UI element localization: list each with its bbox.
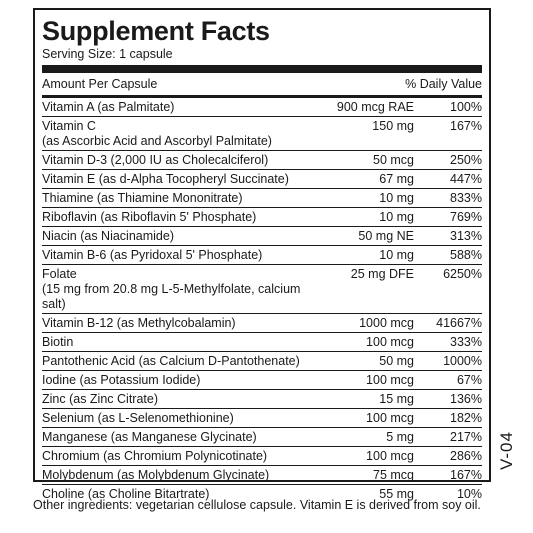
nutrient-daily-value: 10% bbox=[456, 487, 482, 501]
nutrient-amount: 67 mg bbox=[379, 172, 414, 186]
nutrient-amount: 10 mg bbox=[379, 191, 414, 205]
daily-value-header: % Daily Value bbox=[405, 77, 482, 91]
table-row bbox=[42, 447, 482, 466]
nutrient-name: Riboflavin (as Riboflavin 5' Phosphate) bbox=[42, 210, 257, 224]
nutrient-daily-value: 100% bbox=[450, 100, 482, 114]
nutrient-daily-value: 250% bbox=[450, 153, 482, 167]
nutrient-amount: 150 mg bbox=[372, 119, 414, 133]
nutrient-amount: 75 mcg bbox=[373, 468, 414, 482]
table-row bbox=[42, 409, 482, 428]
table-row bbox=[42, 98, 482, 117]
nutrient-name: Molybdenum (as Molybdenum Glycinate) bbox=[42, 468, 270, 482]
nutrient-amount: 55 mg bbox=[379, 487, 414, 501]
nutrient-daily-value: 136% bbox=[450, 392, 482, 406]
thick-divider bbox=[42, 65, 482, 73]
nutrient-amount: 1000 mcg bbox=[359, 316, 414, 330]
table-row bbox=[42, 227, 482, 246]
nutrient-amount: 100 mcg bbox=[366, 335, 414, 349]
nutrient-name: Zinc (as Zinc Citrate) bbox=[42, 392, 158, 406]
nutrient-amount: 10 mg bbox=[379, 210, 414, 224]
nutrient-name: Vitamin C (as Ascorbic Acid and Ascorbyl Palmitate) bbox=[42, 119, 272, 148]
nutrient-name: Selenium (as L-Selenomethionine) bbox=[42, 411, 234, 425]
table-row bbox=[42, 208, 482, 227]
nutrient-name: Folate (15 mg from 20.8 mg L-5-Methylfolate, calcium salt) bbox=[42, 267, 301, 311]
serving-size: Serving Size: 1 capsule bbox=[42, 47, 173, 61]
table-row bbox=[42, 352, 482, 371]
nutrient-name: Thiamine (as Thiamine Mononitrate) bbox=[42, 191, 243, 205]
nutrient-amount: 5 mg bbox=[386, 430, 414, 444]
panel-title: Supplement Facts bbox=[42, 16, 270, 46]
nutrient-amount: 25 mg DFE bbox=[350, 267, 414, 281]
table-row bbox=[42, 246, 482, 265]
nutrient-daily-value: 447% bbox=[450, 172, 482, 186]
table-row bbox=[42, 333, 482, 352]
nutrient-name: Vitamin B-12 (as Methylcobalamin) bbox=[42, 316, 236, 330]
nutrient-name: Iodine (as Potassium Iodide) bbox=[42, 373, 201, 387]
nutrient-daily-value: 313% bbox=[450, 229, 482, 243]
nutrient-name: Niacin (as Niacinamide) bbox=[42, 229, 174, 243]
table-row bbox=[42, 390, 482, 409]
table-row bbox=[42, 371, 482, 390]
nutrient-name: Choline (as Choline Bitartrate) bbox=[42, 487, 210, 501]
other-ingredients: Other ingredients: vegetarian cellulose capsule. Vitamin E is derived from soy oil. bbox=[33, 498, 481, 512]
table-row bbox=[42, 428, 482, 447]
table-row bbox=[42, 151, 482, 170]
nutrient-daily-value: 286% bbox=[450, 449, 482, 463]
nutrient-amount: 100 mcg bbox=[366, 373, 414, 387]
nutrient-daily-value: 6250% bbox=[443, 267, 482, 281]
nutrient-daily-value: 833% bbox=[450, 191, 482, 205]
nutrient-daily-value: 182% bbox=[450, 411, 482, 425]
table-row bbox=[42, 314, 482, 333]
nutrient-daily-value: 1000% bbox=[443, 354, 482, 368]
nutrient-amount: 50 mg NE bbox=[358, 229, 414, 243]
nutrient-name: Biotin bbox=[42, 335, 74, 349]
nutrient-name: Vitamin A (as Palmitate) bbox=[42, 100, 175, 114]
nutrient-daily-value: 217% bbox=[450, 430, 482, 444]
column-header-row bbox=[42, 73, 482, 98]
nutrient-daily-value: 167% bbox=[450, 119, 482, 133]
nutrient-amount: 900 mcg RAE bbox=[336, 100, 414, 114]
nutrient-name: Manganese (as Manganese Glycinate) bbox=[42, 430, 257, 444]
table-row bbox=[42, 466, 482, 485]
side-code: V-04 bbox=[497, 431, 516, 470]
nutrient-amount: 50 mg bbox=[379, 354, 414, 368]
nutrient-daily-value: 41667% bbox=[436, 316, 482, 330]
nutrient-name: Vitamin D-3 (2,000 IU as Cholecalciferol) bbox=[42, 153, 269, 167]
nutrient-amount: 15 mg bbox=[379, 392, 414, 406]
nutrient-name: Vitamin E (as d-Alpha Tocopheryl Succinate) bbox=[42, 172, 289, 186]
table-row bbox=[42, 189, 482, 208]
nutrient-daily-value: 167% bbox=[450, 468, 482, 482]
nutrient-amount: 10 mg bbox=[379, 248, 414, 262]
nutrient-name: Chromium (as Chromium Polynicotinate) bbox=[42, 449, 268, 463]
nutrient-daily-value: 588% bbox=[450, 248, 482, 262]
nutrient-daily-value: 67% bbox=[456, 373, 482, 387]
nutrient-daily-value: 769% bbox=[450, 210, 482, 224]
nutrient-name: Pantothenic Acid (as Calcium D-Pantothenate) bbox=[42, 354, 300, 368]
supplement-facts-panel bbox=[33, 8, 491, 501]
nutrient-amount: 50 mcg bbox=[373, 153, 414, 167]
nutrient-table bbox=[42, 98, 482, 503]
amount-per-capsule-header: Amount Per Capsule bbox=[42, 77, 158, 91]
nutrient-amount: 100 mcg bbox=[366, 411, 414, 425]
nutrient-name: Vitamin B-6 (as Pyridoxal 5' Phosphate) bbox=[42, 248, 263, 262]
table-row bbox=[42, 170, 482, 189]
table-row bbox=[42, 117, 482, 151]
table-row bbox=[42, 265, 482, 314]
nutrient-daily-value: 333% bbox=[450, 335, 482, 349]
nutrient-amount: 100 mcg bbox=[366, 449, 414, 463]
